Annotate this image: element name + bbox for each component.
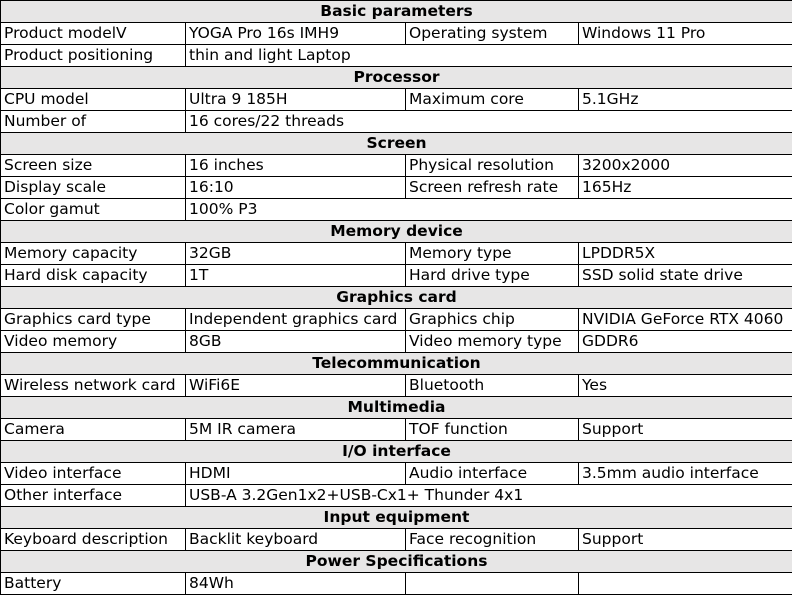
- section-title: Telecommunication: [1, 353, 792, 375]
- value-cell: 32GB: [186, 243, 406, 265]
- label-cell: Memory type: [406, 243, 579, 265]
- value-cell: Support: [579, 419, 792, 441]
- label-cell: Maximum core: [406, 89, 579, 111]
- label-cell: Battery: [1, 573, 186, 595]
- section-title: Memory device: [1, 221, 792, 243]
- label-cell: Camera: [1, 419, 186, 441]
- label-cell: Bluetooth: [406, 375, 579, 397]
- label-cell: Wireless network card: [1, 375, 186, 397]
- table-row: [1, 375, 792, 397]
- section-title: I/O interface: [1, 441, 792, 463]
- value-cell: 165Hz: [579, 177, 792, 199]
- section-title: Input equipment: [1, 507, 792, 529]
- value-cell: 16 cores/22 threads: [186, 111, 792, 133]
- label-cell: Product modelV: [1, 23, 186, 45]
- label-cell: Hard drive type: [406, 265, 579, 287]
- value-cell: Backlit keyboard: [186, 529, 406, 551]
- value-cell: Ultra 9 185H: [186, 89, 406, 111]
- table-row: [1, 89, 792, 111]
- value-cell: HDMI: [186, 463, 406, 485]
- value-cell: 16 inches: [186, 155, 406, 177]
- value-cell: 1T: [186, 265, 406, 287]
- label-cell: Video interface: [1, 463, 186, 485]
- value-cell: USB-A 3.2Gen1x2+USB-Cx1+ Thunder 4x1: [186, 485, 792, 507]
- value-cell: [579, 573, 792, 595]
- label-cell: Memory capacity: [1, 243, 186, 265]
- label-cell: Graphics card type: [1, 309, 186, 331]
- table-row: [1, 485, 792, 507]
- section-title: Processor: [1, 67, 792, 89]
- value-cell: 5M IR camera: [186, 419, 406, 441]
- section-header: [1, 67, 792, 89]
- section-header: [1, 287, 792, 309]
- label-cell: TOF function: [406, 419, 579, 441]
- table-row: [1, 331, 792, 353]
- label-cell: Keyboard description: [1, 529, 186, 551]
- table-row: [1, 199, 792, 221]
- table-row: [1, 45, 792, 67]
- section-title: Power Specifications: [1, 551, 792, 573]
- label-cell: Video memory type: [406, 331, 579, 353]
- value-cell: 8GB: [186, 331, 406, 353]
- value-cell: SSD solid state drive: [579, 265, 792, 287]
- label-cell: Color gamut: [1, 199, 186, 221]
- table-row: [1, 573, 792, 595]
- label-cell: Graphics chip: [406, 309, 579, 331]
- section-header: [1, 551, 792, 573]
- value-cell: YOGA Pro 16s IMH9: [186, 23, 406, 45]
- section-header: [1, 441, 792, 463]
- value-cell: 3200x2000: [579, 155, 792, 177]
- section-header: [1, 507, 792, 529]
- value-cell: 84Wh: [186, 573, 406, 595]
- label-cell: Display scale: [1, 177, 186, 199]
- value-cell: Yes: [579, 375, 792, 397]
- label-cell: Physical resolution: [406, 155, 579, 177]
- table-row: [1, 177, 792, 199]
- label-cell: Screen size: [1, 155, 186, 177]
- value-cell: 5.1GHz: [579, 89, 792, 111]
- label-cell: Audio interface: [406, 463, 579, 485]
- section-title: Multimedia: [1, 397, 792, 419]
- label-cell: Product positioning: [1, 45, 186, 67]
- section-header: [1, 1, 792, 23]
- value-cell: 100% P3: [186, 199, 792, 221]
- table-row: [1, 265, 792, 287]
- label-cell: [406, 573, 579, 595]
- label-cell: CPU model: [1, 89, 186, 111]
- value-cell: Windows 11 Pro: [579, 23, 792, 45]
- value-cell: Independent graphics card: [186, 309, 406, 331]
- value-cell: WiFi6E: [186, 375, 406, 397]
- table-row: [1, 111, 792, 133]
- table-row: [1, 309, 792, 331]
- label-cell: Number of: [1, 111, 186, 133]
- section-header: [1, 397, 792, 419]
- section-title: Screen: [1, 133, 792, 155]
- value-cell: NVIDIA GeForce RTX 4060: [579, 309, 792, 331]
- section-title: Basic parameters: [1, 1, 792, 23]
- table-row: [1, 155, 792, 177]
- label-cell: Operating system: [406, 23, 579, 45]
- value-cell: 3.5mm audio interface: [579, 463, 792, 485]
- value-cell: 16:10: [186, 177, 406, 199]
- section-header: [1, 133, 792, 155]
- label-cell: Hard disk capacity: [1, 265, 186, 287]
- label-cell: Video memory: [1, 331, 186, 353]
- label-cell: Face recognition: [406, 529, 579, 551]
- label-cell: Other interface: [1, 485, 186, 507]
- table-row: [1, 419, 792, 441]
- table-row: [1, 23, 792, 45]
- value-cell: LPDDR5X: [579, 243, 792, 265]
- section-title: Graphics card: [1, 287, 792, 309]
- section-header: [1, 221, 792, 243]
- table-row: [1, 463, 792, 485]
- table-row: [1, 529, 792, 551]
- table-row: [1, 243, 792, 265]
- section-header: [1, 353, 792, 375]
- label-cell: Screen refresh rate: [406, 177, 579, 199]
- value-cell: GDDR6: [579, 331, 792, 353]
- value-cell: thin and light Laptop: [186, 45, 792, 67]
- value-cell: Support: [579, 529, 792, 551]
